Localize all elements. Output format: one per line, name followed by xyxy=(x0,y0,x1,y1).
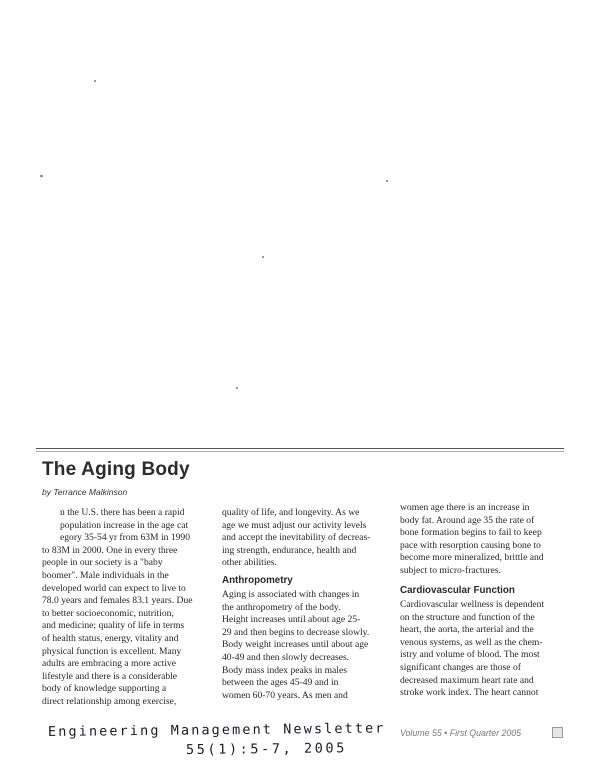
body-line: women age there is an increase in xyxy=(400,502,530,513)
body-line: significant changes are those of xyxy=(400,661,521,673)
body-line: decreased maximum heart rate and xyxy=(400,674,534,686)
scan-speck xyxy=(94,80,96,82)
body-line: of health status, energy, vitality and xyxy=(42,632,179,644)
body-line: to 83M in 2000. One in every three xyxy=(42,544,178,556)
scan-speck xyxy=(386,180,388,182)
body-line: heart, the aorta, the arterial and the xyxy=(400,624,534,636)
body-line: between the ages 45-49 and in xyxy=(222,677,339,689)
body-line: physical function is excellent. Many xyxy=(42,645,182,657)
body-line: on the structure and function of the xyxy=(400,611,535,623)
column-3-top xyxy=(400,502,562,578)
body-line: quality of life, and longevity. As we xyxy=(222,507,360,518)
top-rule xyxy=(36,448,564,449)
byline: by Terrance Malkinson xyxy=(42,487,128,497)
body-line: n the U.S. there has been a rapid xyxy=(60,507,185,518)
section-heading-anthropometry: Anthropometry xyxy=(222,575,293,586)
body-line: population increase in the age cat xyxy=(60,519,189,531)
body-line: bone formation begins to fail to keep xyxy=(400,527,542,539)
body-line: stroke work index. The heart cannot xyxy=(400,687,539,699)
scan-speck xyxy=(236,387,238,389)
handwritten-citation-line1: Engineering Management Newsletter xyxy=(47,720,386,740)
handwritten-citation-line2: 55(1):5-7, 2005 xyxy=(185,740,347,758)
body-line: Height increases until about age 25- xyxy=(222,614,361,626)
body-line: developed world can expect to live to xyxy=(42,582,186,594)
column-1 xyxy=(42,507,214,709)
body-line: become more mineralized, brittle and xyxy=(400,552,544,564)
body-line: age we must adjust our activity levels xyxy=(222,519,367,531)
body-line: to better socioeconomic, nutrition, xyxy=(42,607,174,619)
body-line: the anthropometry of the body. xyxy=(222,601,341,613)
body-line: direct relationship among exercise, xyxy=(42,695,177,707)
body-line: istry and volume of blood. The most xyxy=(400,649,540,661)
body-line: pace with resorption causing bone to xyxy=(400,539,541,551)
body-line: subject to micro-fractures. xyxy=(400,564,501,576)
body-line: Body weight increases until about age xyxy=(222,639,369,651)
body-line: 29 and then begins to decrease slowly. xyxy=(222,626,370,638)
body-line: egory 35-54 yr from 63M in 1990 xyxy=(60,532,191,544)
body-line: body fat. Around age 35 the rate of xyxy=(400,514,535,526)
section-heading-cardiovascular: Cardiovascular Function xyxy=(400,585,515,596)
body-line: Body mass index peaks in males xyxy=(222,664,347,676)
scan-speck xyxy=(262,256,264,258)
body-line: lifestyle and there is a considerable xyxy=(42,670,178,682)
body-line: other abilities. xyxy=(222,557,277,569)
body-line: adults are embracing a more active xyxy=(42,658,176,670)
article-title: The Aging Body xyxy=(42,459,190,480)
body-line: and medicine; quality of life in terms xyxy=(42,620,185,632)
column-2-top xyxy=(222,507,394,570)
body-line: ing strength, endurance, health and xyxy=(222,544,357,556)
body-line: boomer". Male individuals in the xyxy=(42,569,169,581)
body-line: women 60-70 years. As men and xyxy=(222,689,348,701)
body-line: Cardiovascular wellness is dependent xyxy=(400,599,545,610)
folio-box-icon xyxy=(552,727,563,738)
body-line: 40-49 and then slowly decreases. xyxy=(222,651,350,663)
column-2-bottom xyxy=(222,589,394,702)
page-folio: Volume 55 • First Quarter 2005 xyxy=(400,728,522,738)
top-rule-secondary xyxy=(36,451,564,452)
body-line: 78.0 years and females 83.1 years. Due xyxy=(42,595,193,607)
body-line: body of knowledge supporting a xyxy=(42,683,167,695)
body-line: and accept the inevitability of decreas- xyxy=(222,532,371,544)
body-line: venous systems, as well as the chem- xyxy=(400,636,543,648)
scan-speck xyxy=(40,175,43,177)
body-line: Aging is associated with changes in xyxy=(222,589,360,600)
body-line: people in our society is a "baby xyxy=(42,557,163,569)
column-3-bottom xyxy=(400,599,562,700)
